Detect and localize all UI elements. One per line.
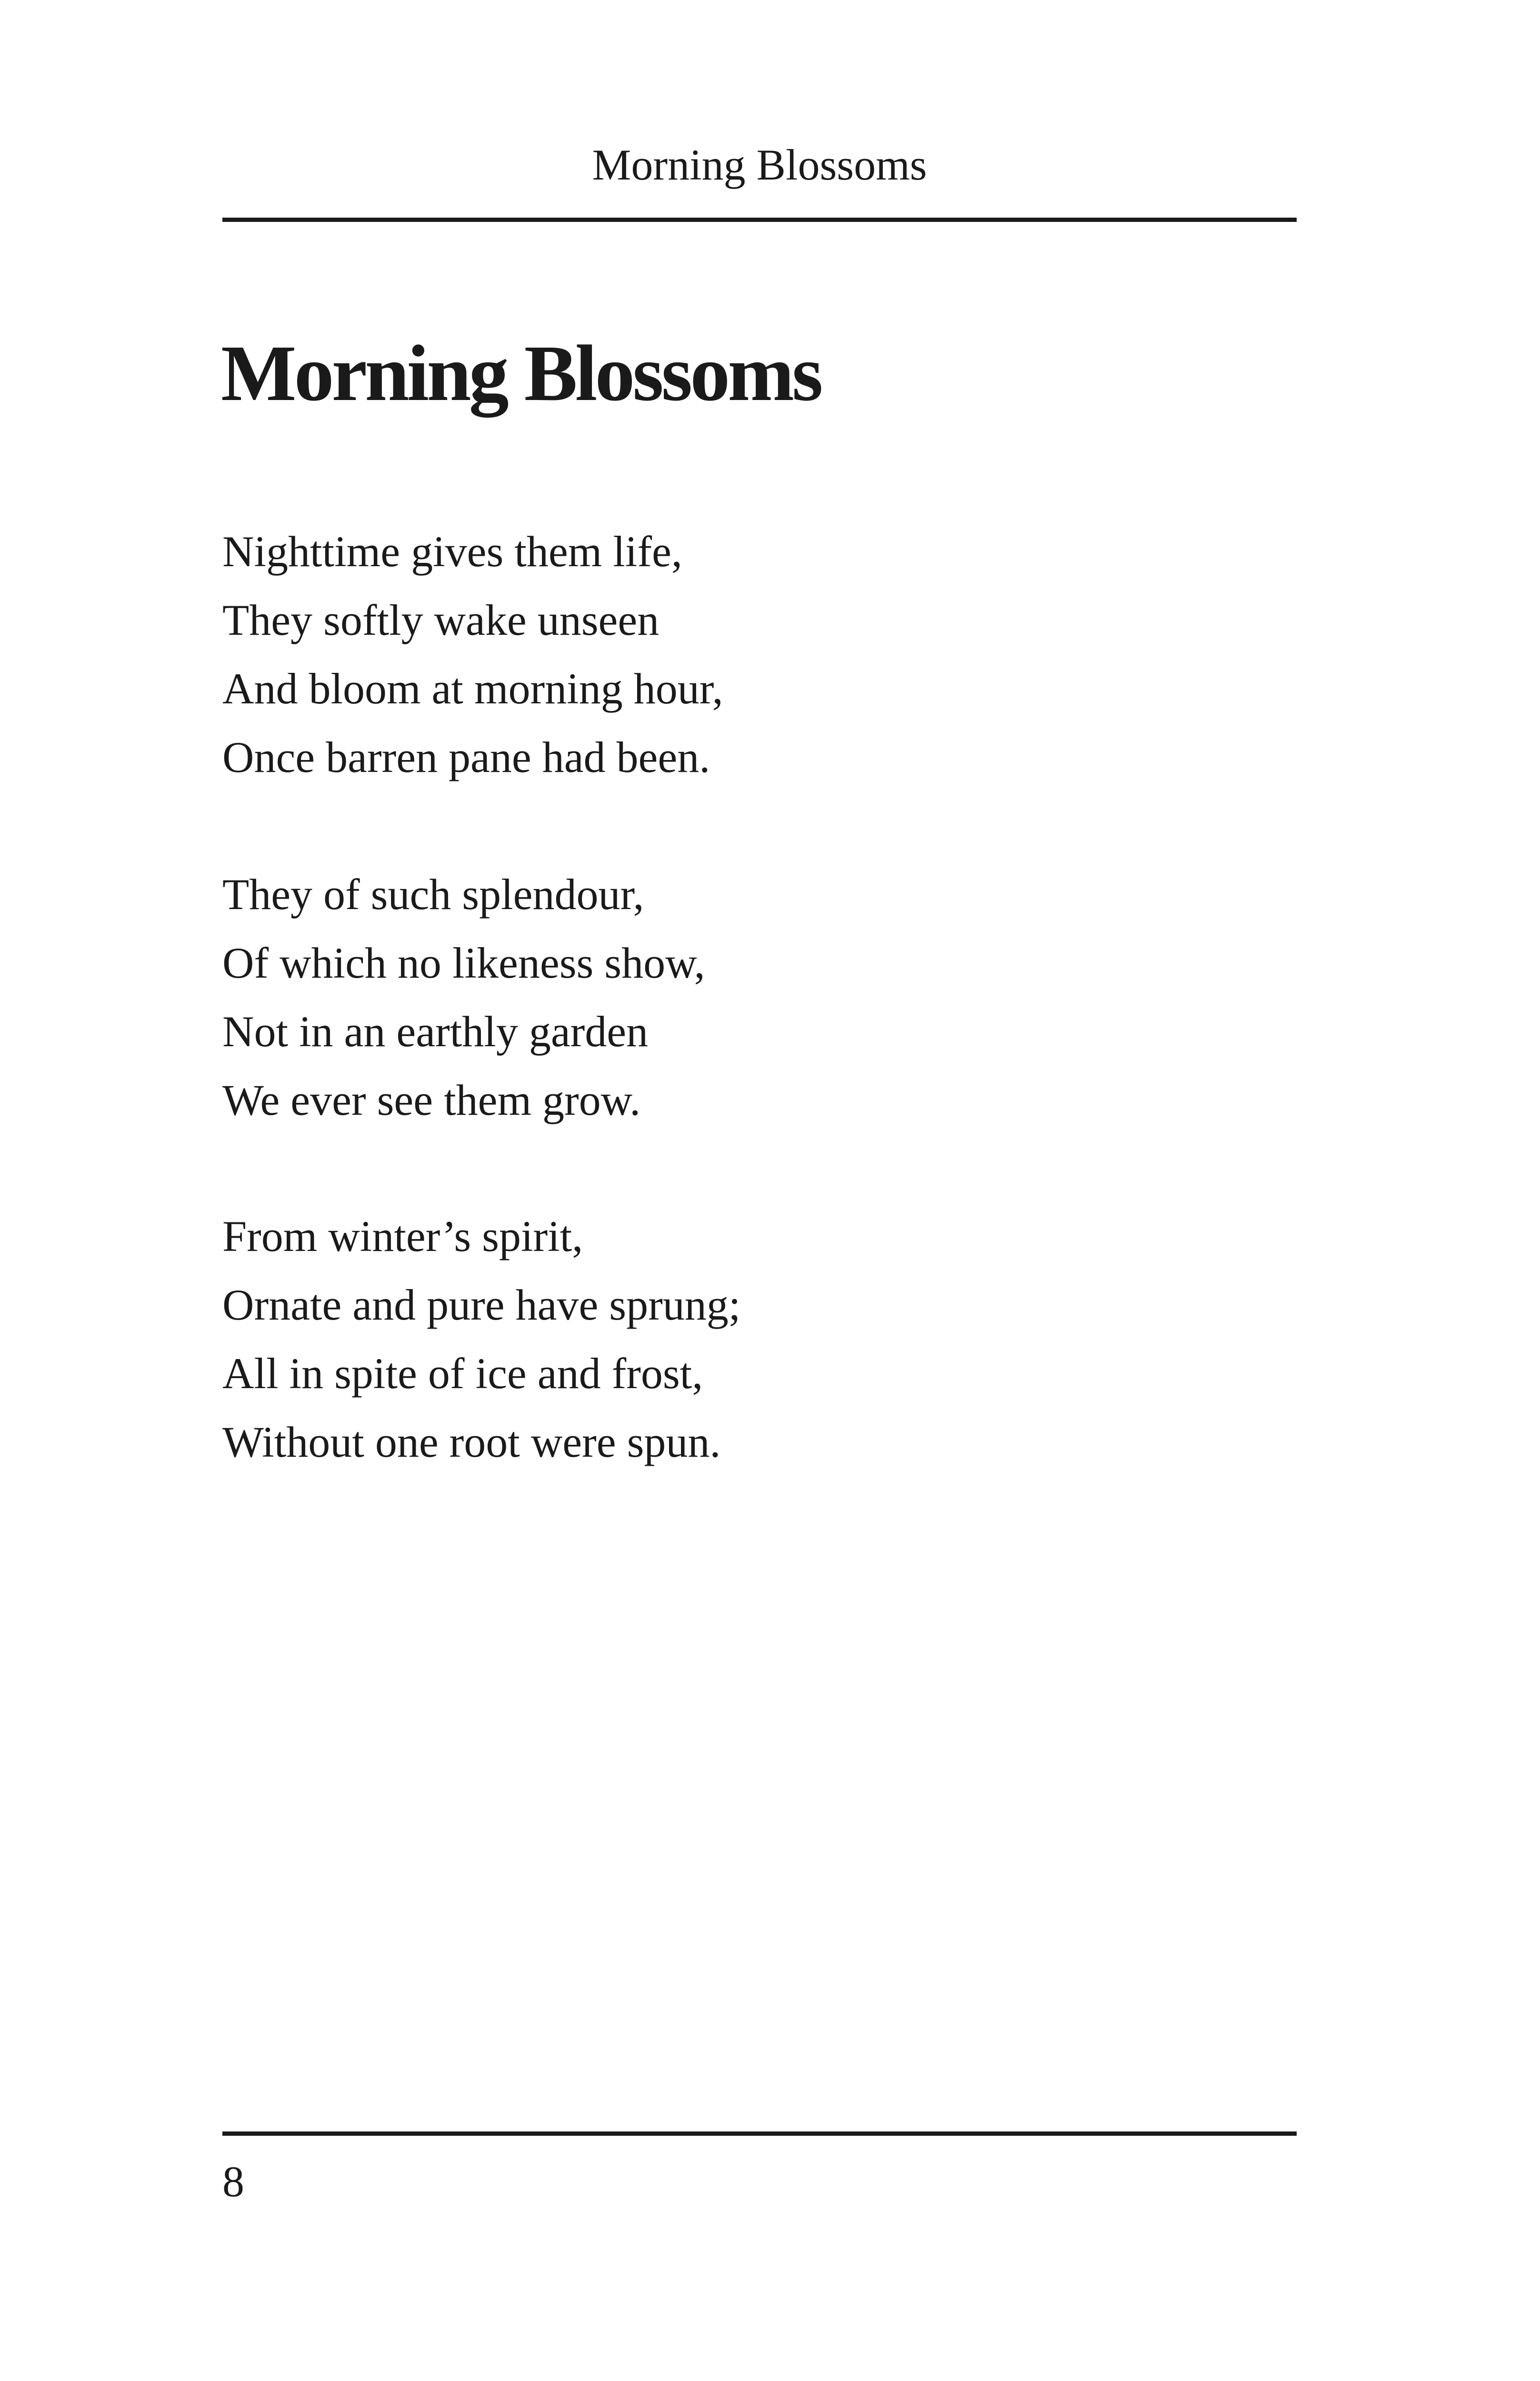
- stanza-2: [222, 860, 1270, 1134]
- poem-line: They softly wake unseen: [222, 596, 660, 644]
- stanza-1: [222, 517, 1270, 791]
- poem-line: Nighttime gives them life,: [222, 527, 682, 576]
- poem-line: Without one root were spun.: [222, 1418, 721, 1466]
- poem-line: Once barren pane had been.: [222, 733, 710, 781]
- poem-line: Of which no likeness show,: [222, 939, 705, 987]
- poem-title: Morning Blossoms: [221, 329, 821, 418]
- poem-line: They of such splendour,: [222, 870, 644, 919]
- poem-line: Ornate and pure have sprung;: [222, 1281, 741, 1329]
- poem-line: We ever see them grow.: [222, 1076, 641, 1124]
- header-rule: [222, 218, 1297, 222]
- running-header: Morning Blossoms: [592, 140, 927, 189]
- poem-line: From winter’s spirit,: [222, 1212, 583, 1261]
- poem-line: And bloom at morning hour,: [222, 664, 723, 713]
- poem-line: All in spite of ice and frost,: [222, 1349, 703, 1398]
- page-number: 8: [222, 2157, 244, 2206]
- poem-line: Not in an earthly garden: [222, 1007, 649, 1056]
- stanza-3: [222, 1202, 1270, 1476]
- footer-rule: [222, 2131, 1297, 2136]
